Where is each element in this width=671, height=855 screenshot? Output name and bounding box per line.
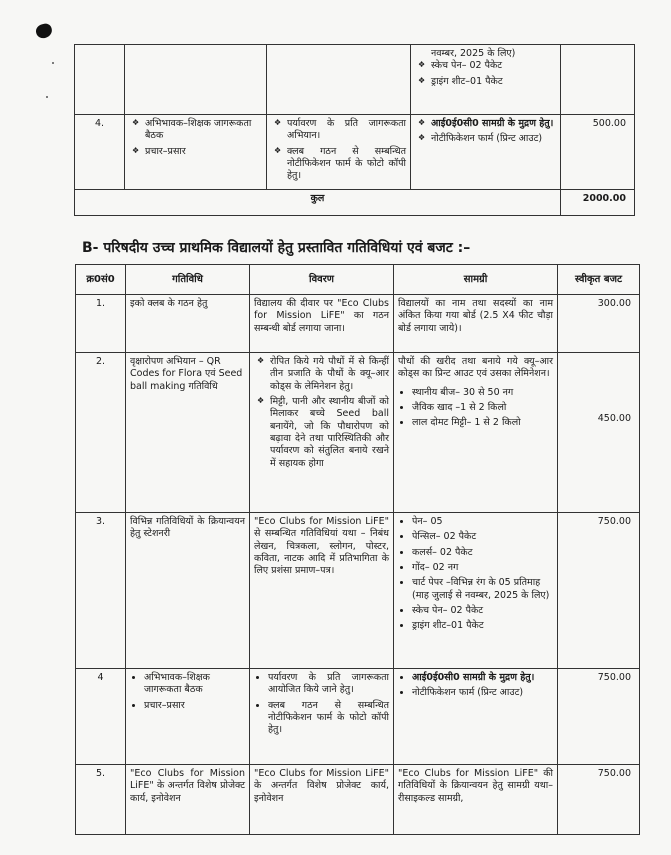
ink-blot	[34, 22, 53, 40]
table-row: 2. वृक्षारोपण अभियान – QR Codes for Flora एवं Seed ball making गतिविधि ❖ रोपित किये गये पौधों में से किन्हीं तीन प्रजाति के पौधों के क्यू–आर कोड्स के लेमिनेशन हेतु। ❖ मिट्टी, पानी और स्थानीय बीजों को मिलाकर बच्चे Seed ball बनायेंगे, जो कि पौधारोपण को बढ़ावा देने तथा पारिस्थितिकी और पर्यावरण को संतुलित बनाये रखने में सहायक होगा पौधों की खरीद तथा बनाये गये क्यू–आर कोड्स का प्रिन्ट आउट एवं उसका लेमिनेशन। • स्थानीय बीज– 30 से 50 नग • जैविक खाद –1 से 2 किलो • लाल दोमट मिट्टी– 1 से 2 किलो 450.00	[76, 353, 640, 513]
table-row: 1. इको क्लब के गठन हेतु विद्यालय की दीवार पर "Eco Clubs for Mission LiFE" का गठन सम्बन्धी बोर्ड लगाया जाना। विद्यालयों का नाम तथा सदस्यों का नाम अंकित किया गया बोर्ड (2.5 X4 फीट चौड़ा बोर्ड लगाया जाये)। 300.00	[76, 295, 640, 353]
speck	[52, 62, 54, 64]
budget-table	[75, 264, 640, 835]
table-row: 5. "Eco Clubs for Mission LiFE" के अन्तर्गत विशेष प्रोजेक्ट कार्य, इनोवेशन "Eco Clubs for Mission LiFE" के अन्तर्गत विशेष प्रोजेक्ट कार्य, इनोवेशन "Eco Clubs for Mission LiFE" की गतिविधियों के क्रियान्वयन हेतु सामग्री यथा–रीसाइकल्ड सामग्री, 750.00	[76, 765, 640, 835]
table-row	[75, 45, 635, 115]
table-row: 4. ❖ अभिभावक–शिक्षक जागरूकता बैठक ❖ प्रचार–प्रसार ❖ पर्यावरण के प्रति जागरूकता अभियान। ❖ क्लब गठन से सम्बन्धित नोटीफिकेशन फार्म के फोटो कॉपी हेतु। ❖ आई0ई0सी0 सामग्री के मुद्रण हेतु। ❖ नोटीफिकेशन फार्म (प्रिन्ट आउट) 500.00	[75, 115, 635, 190]
table-row: 3. विभिन्न गतिविधियों के क्रियान्वयन हेतु स्टेशनरी "Eco Clubs for Mission LiFE" से सम्बन्धित गतिविधियां यथा – निबंध लेखन, चित्रकला, स्लोगन, पोस्टर, कविता, नाटक आदि में प्रतिभागिता के लिए प्रशंसा प्रमाण–पत्र। • पेन– 05 • पेन्सिल– 02 पैकेट • कलर्स– 02 पैकेट • गोंद– 02 नग • चार्ट पेपर –विभिन्न रंग के 05 प्रतिमाह (माह जुलाई से नवम्बर, 2025 के लिए) • स्केच पेन– 02 पैकेट • ड्राइंग शीट–01 पैकेट 750.00	[76, 513, 640, 669]
details-cell: ❖ पर्यावरण के प्रति जागरूकता अभियान। ❖ क्लब गठन से सम्बन्धित नोटीफिकेशन फार्म के फोटो कॉपी हेतु।	[267, 115, 411, 190]
speck	[46, 96, 48, 98]
material-cell: नवम्बर, 2025 के लिए) ❖ स्केच पेन– 02 पैकेट ❖ ड्राइंग शीट–01 पैकेट	[411, 45, 561, 115]
table-row: 4 • अभिभावक–शिक्षक जागरूकता बैठक • प्रचार–प्रसार • पर्यावरण के प्रति जागरूकता आयोजित किये जाने हेतु। • क्लब गठन से सम्बन्धित नोटीफिकेशन फार्म के फोटो कॉपी हेतु। • आई0ई0सी0 सामग्री के मुद्रण हेतु। • नोटीफिकेशन फार्म (प्रिन्ट आउट) 750.00	[76, 669, 640, 765]
section-heading: B- परिषदीय उच्च प्राथमिक विद्यालयों हेतु प्रस्तावित गतिविधियां एवं बजट :–	[82, 240, 471, 256]
total-row: कुल 2000.00	[75, 189, 635, 215]
material-cell: ❖ आई0ई0सी0 सामग्री के मुद्रण हेतु। ❖ नोटीफिकेशन फार्म (प्रिन्ट आउट)	[411, 115, 561, 190]
table-header: क्र0सं0 गतिविधि विवरण सामग्री स्वीकृत बजट	[76, 265, 640, 295]
activity-cell: ❖ अभिभावक–शिक्षक जागरूकता बैठक ❖ प्रचार–प्रसार	[125, 115, 267, 190]
table-continued	[74, 44, 635, 216]
